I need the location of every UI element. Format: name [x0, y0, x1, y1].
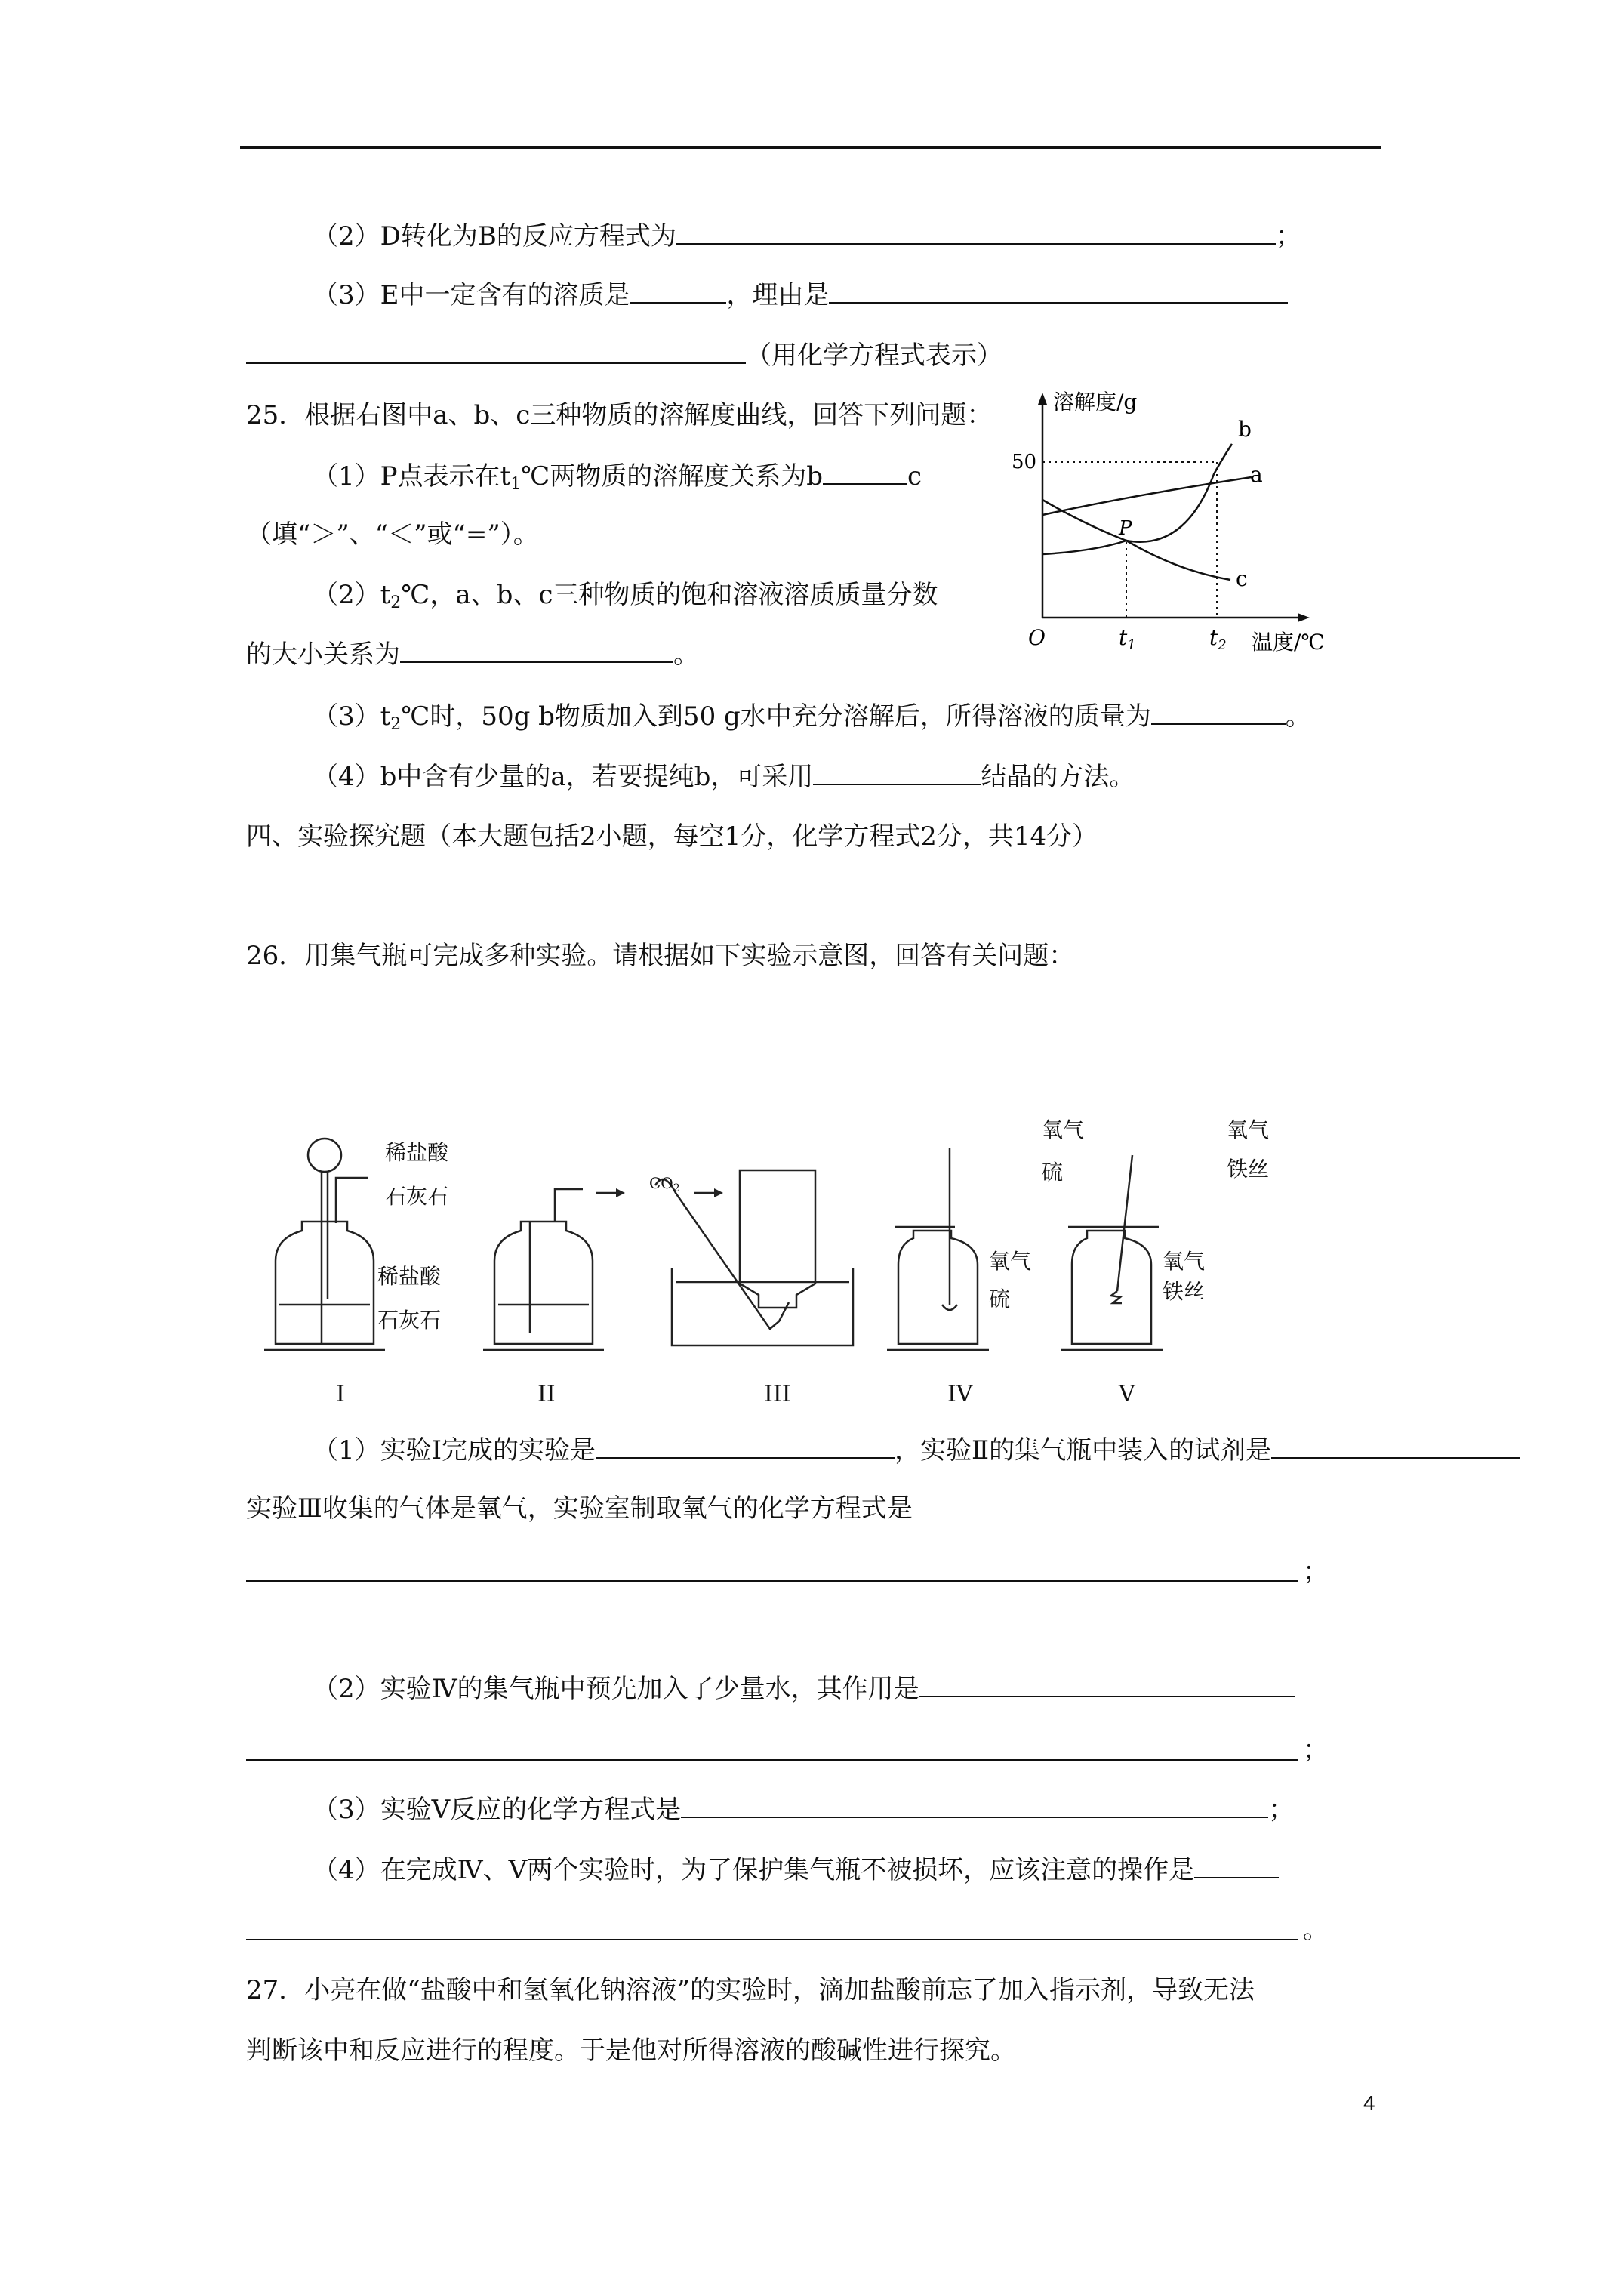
answer-blank[interactable]	[246, 1580, 1298, 1582]
label-ii-co2: $CO_2$	[649, 1174, 680, 1194]
answer-blank[interactable]	[919, 1672, 1295, 1697]
label-top-o2-right: 氧气	[1227, 1117, 1270, 1142]
label-top-o2-left: 氧气	[1042, 1117, 1085, 1142]
q26-part2-end: ；	[1303, 1735, 1329, 1765]
q24-part3: （3）E中一定含有的溶质是 ，理由是	[313, 278, 1288, 312]
q25-part1: （1）P点表示在$t_1℃$两物质的溶解度关系为b c	[313, 459, 922, 501]
x-tick-t1: $t_1$	[1119, 625, 1136, 653]
jar-v	[1072, 1231, 1151, 1344]
label-v-fe: 铁丝	[1163, 1279, 1206, 1304]
curve-b	[1042, 444, 1232, 542]
q25-part1-note: （填“＞”、“＜”或“=”）。	[246, 519, 539, 550]
bottle-i	[276, 1222, 374, 1344]
q25-part2-line2: 的大小关系为 。	[246, 637, 699, 671]
answer-blank[interactable]	[1271, 1433, 1520, 1459]
label-top-fe: 铁丝	[1227, 1157, 1270, 1182]
page-number: 4	[1363, 2091, 1375, 2115]
fig-label-2: II	[537, 1381, 556, 1407]
q26-part2: （2）实验Ⅳ的集气瓶中预先加入了少量水，其作用是	[313, 1672, 1295, 1706]
section-4-title: 四、实验探究题（本大题包括2小题，每空1分，化学方程式2分，共14分）	[246, 821, 1098, 852]
q27-line2: 判断该中和反应进行的程度。于是他对所得溶液的酸碱性进行探究。	[246, 2036, 1016, 2066]
label-top-s: 硫	[1042, 1160, 1064, 1185]
label-iv-o2: 氧气	[989, 1249, 1032, 1274]
curve-a	[1042, 477, 1252, 515]
answer-blank[interactable]	[400, 637, 673, 663]
label-i-acid2: 稀盐酸	[377, 1264, 442, 1289]
header-rule	[240, 146, 1381, 149]
answer-blank[interactable]	[1194, 1853, 1279, 1878]
answer-blank[interactable]	[596, 1433, 895, 1459]
answer-blank[interactable]	[813, 760, 981, 785]
q26-part4-end: 。	[1303, 1915, 1329, 1945]
answer-blank[interactable]	[681, 1792, 1268, 1818]
y-axis-label: 溶解度/g	[1053, 390, 1138, 415]
bottle-ii	[494, 1222, 593, 1344]
y-tick-50: 50	[1012, 451, 1037, 473]
x-tick-t2: $t_2$	[1209, 625, 1227, 653]
answer-blank[interactable]	[829, 278, 1288, 304]
series-label-a: a	[1250, 462, 1263, 487]
inverted-bottle	[740, 1170, 815, 1308]
jar-iv	[898, 1231, 978, 1344]
answer-blank[interactable]	[1151, 699, 1286, 725]
q24-part3-tail: （用化学方程式表示）	[246, 338, 1002, 372]
solubility-chart	[1012, 384, 1336, 663]
q24-part2: （2）D转化为B的反应方程式为 ；	[313, 219, 1301, 253]
label-i-acid: 稀盐酸	[385, 1140, 449, 1165]
funnel-bulb	[308, 1139, 341, 1172]
q26-part1-end: ；	[1303, 1557, 1329, 1587]
fig-label-5: V	[1119, 1381, 1135, 1407]
label-i-stone: 石灰石	[385, 1184, 449, 1209]
label-iv-s: 硫	[989, 1287, 1011, 1311]
q27-line1: 27．小亮在做“盐酸中和氢氧化钠溶液”的实验时，滴加盐酸前忘了加入指示剂，导致无法	[246, 1975, 1255, 2005]
apparatus-figure	[242, 1110, 1313, 1412]
q26-part1: （1）实验Ⅰ完成的实验是 ，实验Ⅱ的集气瓶中装入的试剂是	[313, 1433, 1520, 1467]
q25-stem: 25．根据右图中a、b、c三种物质的溶解度曲线，回答下列问题：	[246, 400, 993, 430]
curve-c	[1042, 541, 1230, 580]
answer-blank[interactable]	[246, 1939, 1298, 1940]
q26-part4: （4）在完成Ⅳ、Ⅴ两个实验时，为了保护集气瓶不被损坏，应该注意的操作是	[313, 1853, 1279, 1887]
q26-stem: 26．用集气瓶可完成多种实验。请根据如下实验示意图，回答有关问题：	[246, 941, 1075, 971]
answer-blank[interactable]	[676, 219, 1276, 245]
answer-blank[interactable]	[246, 1759, 1298, 1761]
series-label-b: b	[1238, 417, 1252, 442]
q25-part2: $(2)t_2℃$，a、b、c三种物质的饱和溶液溶质质量分数	[313, 580, 938, 612]
y-axis-arrow	[1038, 393, 1047, 405]
answer-blank[interactable]	[246, 338, 746, 364]
fig-label-1: I	[336, 1381, 345, 1407]
answer-blank[interactable]	[630, 278, 726, 304]
x-axis-label: 温度/℃	[1252, 630, 1325, 655]
origin-label: O	[1028, 625, 1046, 650]
fig-label-3: III	[764, 1381, 791, 1407]
q25-part4: （4）b中含有少量的a，若要提纯b，可采用 结晶的方法。	[313, 760, 1135, 794]
series-label-c: c	[1236, 566, 1248, 591]
label-i-stone2: 石灰石	[377, 1308, 442, 1333]
point-p-label: P	[1119, 517, 1132, 540]
fig-label-4: IV	[947, 1381, 973, 1407]
q26-part3: （3）实验Ⅴ反应的化学方程式是 ；	[313, 1792, 1294, 1826]
q25-part3: $(3)t_2℃$时，50g b物质加入到50 g水中充分溶解后，所得溶液的质量为 。	[313, 699, 1311, 741]
label-v-o2: 氧气	[1163, 1249, 1206, 1274]
q26-part1-line2: 实验Ⅲ收集的气体是氧气，实验室制取氧气的化学方程式是	[246, 1493, 913, 1524]
answer-blank[interactable]	[823, 459, 907, 485]
x-axis-arrow	[1298, 613, 1310, 622]
